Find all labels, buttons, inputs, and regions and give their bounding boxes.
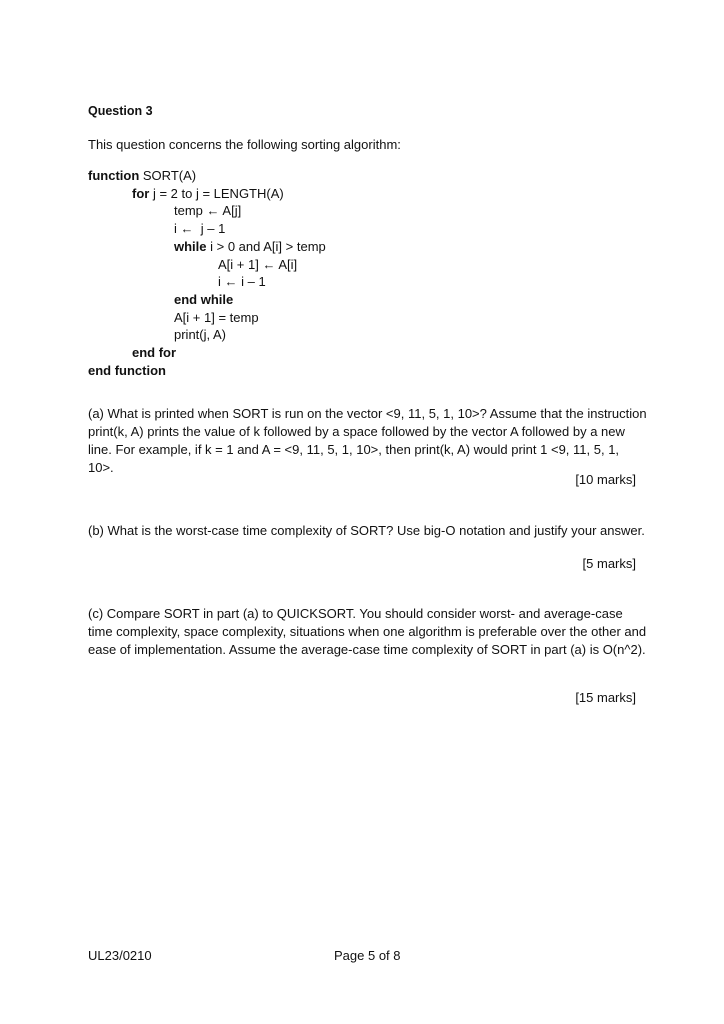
- part-c-marks: [15 marks]: [575, 690, 636, 705]
- exam-code: UL23/0210: [88, 948, 152, 963]
- question-title: Question 3: [88, 104, 153, 118]
- code-line-function: [88, 167, 326, 185]
- part-a-text: (a) What is printed when SORT is run on the vector <9, 11, 5, 1, 10>? Assume that the instruction print(k, A) prints the value of k followed by a space followed by the vector A followed by a new line. For example, if k = 1 and A = <9, 11, 5, 1, 10>, then print(k, A) would print 1 <9, 11, 5, 1, 10>.: [88, 406, 647, 475]
- code-line-while: [88, 238, 326, 256]
- code-line-end-function: end function: [88, 362, 166, 378]
- part-c-text: (c) Compare SORT in part (a) to QUICKSORT. You should consider worst- and average-case time complexity, space complexity, situations when one algorithm is preferable over the other and ease of implementation. Assume the average-case time complexity of SORT in part (a) is O(n^2).: [88, 606, 647, 657]
- part-b-text: (b) What is the worst-case time complexity of SORT? Use big-O notation and justify your answer.: [88, 523, 645, 538]
- question-intro: This question concerns the following sorting algorithm:: [88, 137, 401, 152]
- algorithm-pseudocode: [88, 167, 326, 379]
- code-text: SORT(A): [139, 168, 197, 183]
- code-text: j = 2 to j = LENGTH(A): [149, 185, 284, 201]
- code-line-decrement: i ← i – 1: [218, 274, 266, 290]
- code-text: i > 0 and A[i] > temp: [206, 238, 326, 254]
- keyword-while: while: [174, 238, 207, 254]
- page-number: Page 5 of 8: [334, 948, 401, 963]
- code-line-insert: A[i + 1] = temp: [174, 309, 259, 325]
- code-line-shift: A[i + 1] ← A[i]: [218, 256, 298, 272]
- part-a-marks: [10 marks]: [575, 472, 636, 487]
- code-line-end-while: end while: [174, 291, 234, 307]
- code-line-temp: temp ← A[j]: [174, 203, 242, 219]
- code-line-i-assign: i ← j – 1: [174, 221, 226, 237]
- keyword-for: for: [132, 185, 150, 201]
- keyword-function: function: [88, 168, 140, 183]
- code-line-for: [88, 185, 326, 203]
- part-b-marks: [5 marks]: [582, 556, 636, 571]
- code-line-end-for: end for: [132, 345, 177, 361]
- code-line-print: print(j, A): [174, 327, 227, 343]
